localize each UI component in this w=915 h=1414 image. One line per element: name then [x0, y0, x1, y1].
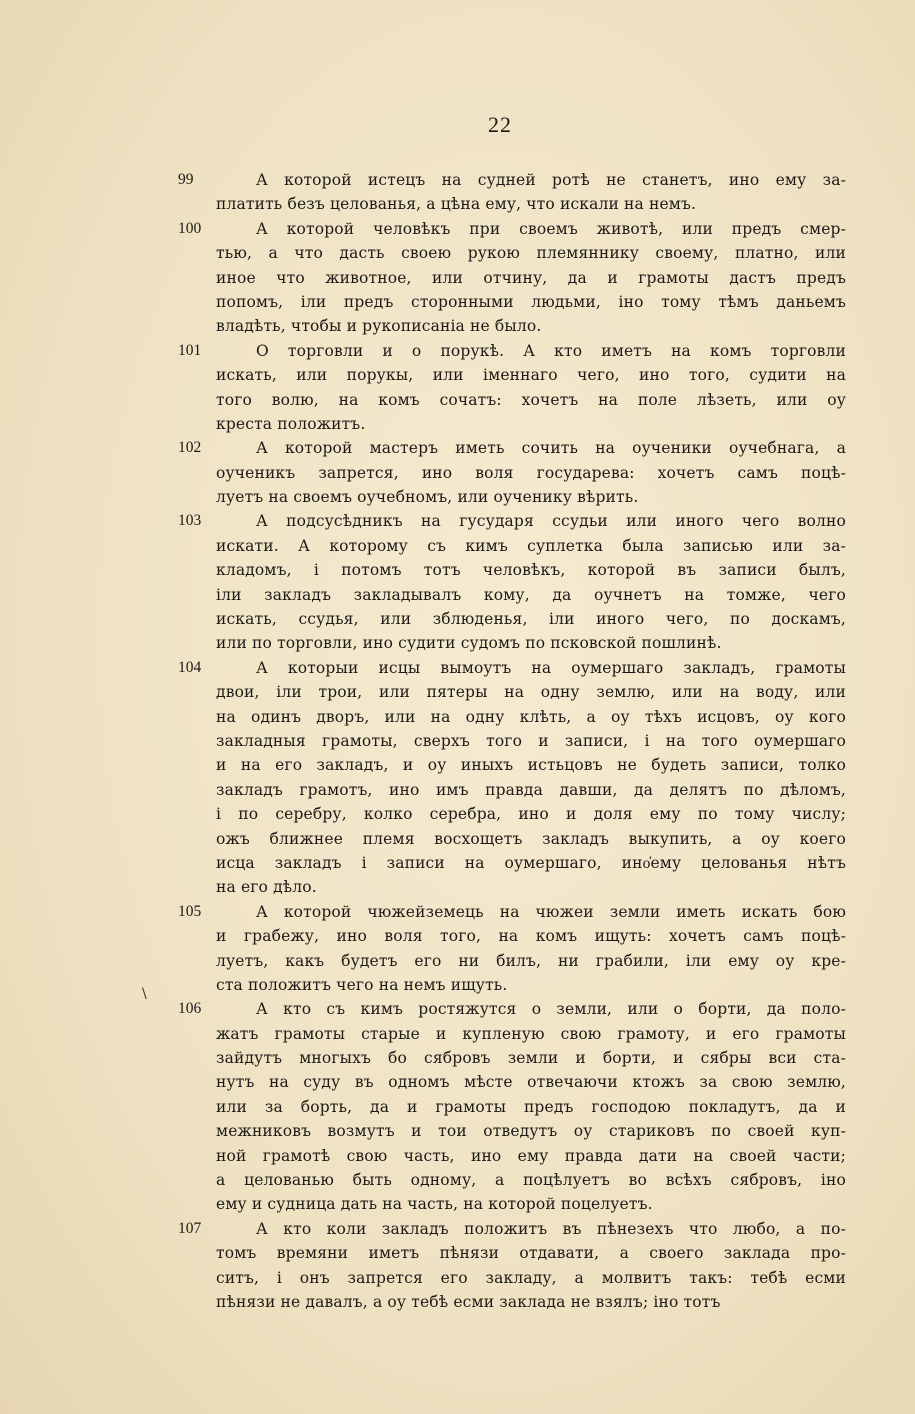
article-number: 99 — [178, 171, 194, 188]
text-line: А кто коли закладъ положитъ въ пѣнезехъ что любо, а по- — [256, 1219, 846, 1238]
text-line: попомъ, іли предъ сторонными людьми, іно тому тѣмъ даньемъ — [216, 292, 846, 311]
article-number: 104 — [178, 658, 202, 676]
articles-body — [180, 168, 846, 1314]
text-line: исца закладъ і записи на оумершаго, ино҆ему целованья нѣтъ — [216, 853, 846, 872]
text-line: и на его закладъ, и оу иныхъ истьцовъ не будеть записи, толко — [216, 756, 846, 775]
text-line: і по серебру, колко серебра, ино и доля ему по тому числу; — [216, 805, 846, 824]
margin-mark: \ — [142, 986, 147, 1002]
text-line: А подсусѣдникъ на гусударя ссудьи или иного чего волно — [256, 512, 846, 531]
text-line: закладъ грамотъ, ино имъ правда давши, да делятъ по дѣломъ, — [216, 780, 846, 799]
text-line: а целованью быть одному, а поцѣлуетъ во всѣхъ сябровъ, іно — [216, 1171, 846, 1190]
text-line: ной грамотѣ свою часть, ино ему правда дати на своей части; — [216, 1146, 846, 1165]
article-number: 106 — [178, 1000, 202, 1018]
text-line: іли закладъ закладывалъ кому, да оучнетъ на томже, чего — [216, 585, 846, 604]
text-line: А кто съ кимъ ростяжутся о земли, или о борти, да поло- — [256, 1000, 846, 1019]
article-100 — [180, 217, 846, 339]
article-105 — [180, 900, 846, 998]
text-line: того волю, на комъ сочатъ: хочетъ на поле лѣзеть, или оу — [216, 390, 846, 409]
text-line: на одинъ дворъ, или на одну клѣть, а оу тѣхъ исцовъ, оу кого — [216, 707, 846, 726]
article-number: 107 — [178, 1219, 202, 1237]
text-line: межниковъ возмутъ и тои отведутъ оу стариковъ по своей куп- — [216, 1122, 846, 1141]
text-line: на его дѣло. — [216, 878, 317, 897]
article-102 — [180, 436, 846, 509]
article-104 — [180, 656, 846, 900]
text-line: луетъ на своемъ оучебномъ, или оученику вѣрить. — [216, 488, 639, 507]
text-line: А которой мастеръ иметь сочить на оученики оучебнага, а — [256, 439, 846, 458]
text-line: платить безъ целованья, а цѣна ему, что искали на немъ. — [216, 195, 697, 214]
text-line: креста положитъ. — [216, 414, 366, 433]
text-line: пѣнязи не давалъ, а оу тебѣ есми заклада не взялъ; іно тотъ — [216, 1292, 721, 1311]
text-line: жатъ грамоты старые и купленую свою грамоту, и его грамоты — [216, 1024, 846, 1043]
text-line: владѣть, чтобы и рукописаніа не было. — [216, 317, 542, 336]
text-line: закладныя грамоты, сверхъ того и записи, і на того оумершаго — [216, 731, 846, 750]
text-line: А которой истецъ на судней ротѣ не станетъ, ино ему за- — [256, 171, 846, 189]
article-number: 103 — [178, 512, 202, 530]
article-101 — [180, 339, 846, 437]
text-line: тью, а что дасть своею рукою племяннику своему, платно, или — [216, 244, 846, 263]
text-line: луетъ, какъ будетъ его ни билъ, ни грабили, іли ему оу кре- — [216, 951, 846, 970]
article-107 — [180, 1217, 846, 1315]
page-number: 22 — [488, 112, 512, 137]
text-line: искать, ссудья, или зблюденья, іли иного чего, по доскамъ, — [216, 610, 846, 629]
text-line: ситъ, і онъ запрется его закладу, а молвитъ такъ: тебѣ есми — [216, 1268, 846, 1287]
article-number: 102 — [178, 439, 202, 457]
article-number: 100 — [178, 219, 202, 237]
text-line: томъ времяни иметъ пѣнязи отдавати, а своего заклада про- — [216, 1244, 846, 1263]
text-line: искать, или порукы, или іменнаго чего, ино того, судити на — [216, 366, 846, 385]
text-line: или за борть, да и грамоты предъ господою покладутъ, да и — [216, 1097, 846, 1116]
text-line: А которой человѣкъ при своемъ животѣ, или предъ смер- — [256, 219, 846, 238]
text-line: двои, іли трои, или пятеры на одну землю, или на воду, или — [216, 683, 846, 702]
text-line: искати. А которому съ кимъ суплетка была записью или за- — [216, 536, 846, 555]
text-line: кладомъ, і потомъ тотъ человѣкъ, которой въ записи былъ, — [216, 561, 846, 580]
text-line: А которой чюжейземець на чюжеи земли иметь искать бою — [256, 902, 846, 921]
text-line: ему и судница дать на часть, на которой поцелуетъ. — [216, 1195, 653, 1214]
article-number: 105 — [178, 902, 202, 920]
text-line: иное что животное, или отчину, да и грамоты дастъ предъ — [216, 268, 846, 287]
article-number: 101 — [178, 341, 202, 359]
text-line: О торговли и о порукѣ. А кто иметъ на комъ торговли — [256, 341, 846, 360]
text-line: оученикъ запрется, ино воля государева: хочетъ самъ поцѣ- — [216, 463, 846, 482]
article-103 — [180, 509, 846, 655]
article-106 — [180, 997, 846, 1217]
text-line: А которыи исцы вымоутъ на оумершаго закладъ, грамоты — [256, 658, 846, 677]
text-line: или по торговли, ино судити судомъ по псковской пошлинѣ. — [216, 634, 722, 653]
text-line: ожъ ближнее племя восхощетъ закладъ выкупить, а оу коего — [216, 829, 846, 848]
article-99 — [180, 168, 846, 217]
text-line: и грабежу, ино воля того, на комъ ищуть: хочетъ самъ поцѣ- — [216, 927, 846, 946]
text-line: ста положитъ чего на немъ ищуть. — [216, 975, 508, 994]
text-line: зайдутъ многыхъ бо сябровъ земли и борти, и сябры вси ста- — [216, 1049, 846, 1068]
text-line: нутъ на суду въ одномъ мѣсте отвечаючи ктожъ за свою землю, — [216, 1073, 846, 1092]
